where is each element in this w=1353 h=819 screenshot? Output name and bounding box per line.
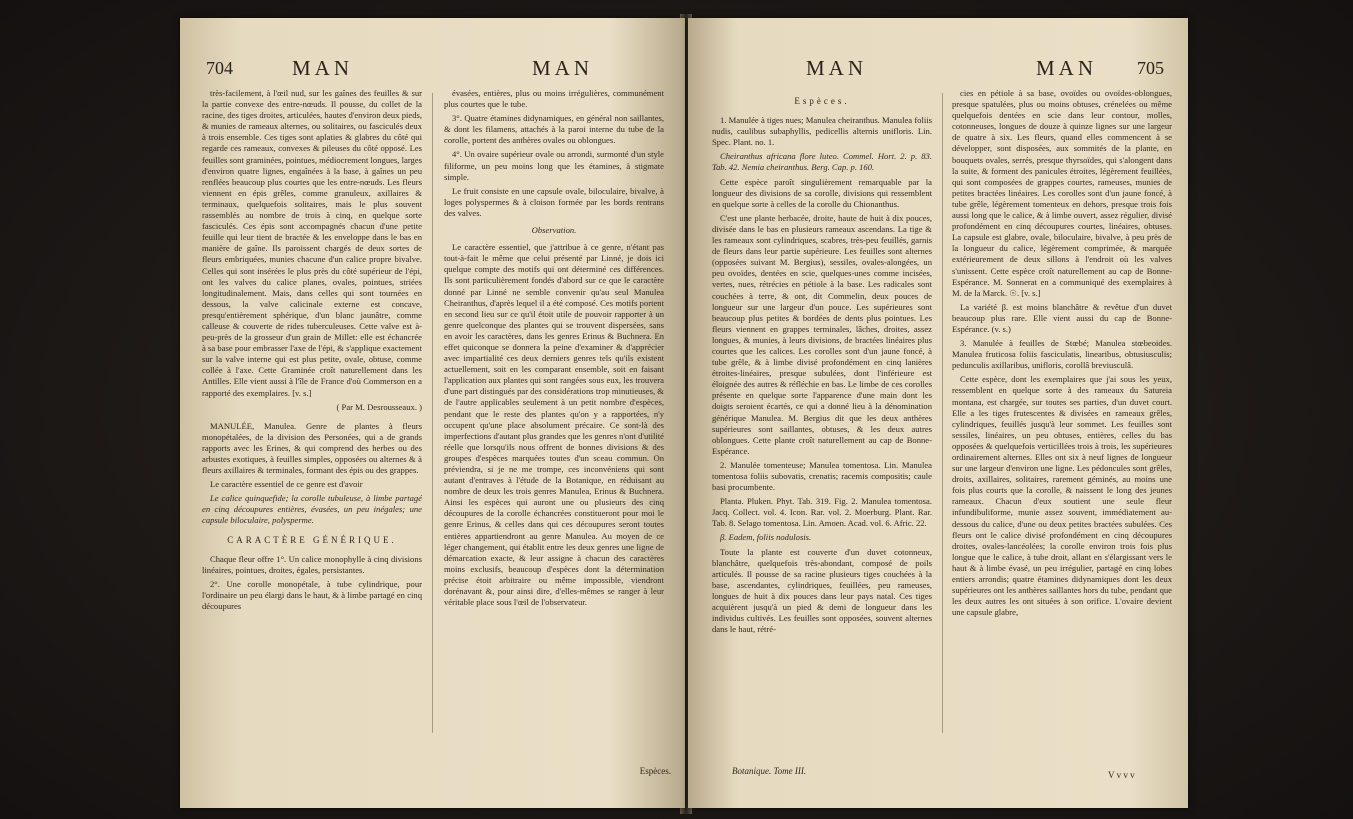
paragraph: Le caractère essentiel, que j'attribue à ce genre, n'étant pas tout-à-fait le même que celui présenté par Linné, je dois ici quelque compte des motifs qui ont déterminé ces différences. Ils sont particulièrement fondés d'abord sur ce que le caractère donné par Linné ne semble convenir qu'au seul Manulea Cheiranthus, d'après lequel il a été composé. Ces motifs portent en second lieu sur ce qu'il étoit utile de pouvoir rapporter à un genre quelconque des plantes qui se trouvent dispersées, sans en avoir les caractères, dans les genres Erinus & Buchnera. En effet quiconque se donnera la peine d'examiner & d'apprécier avec impartialité ces deux derniers genres tels qu'ils existent actuellement, soit en les comparant ensemble, soit en faisant l'application aux plantes qui sont rangées sous eux, les trouvera d'une part distingués par des considérations trop minutieuses, & de l'autre applicables seulement à un petit nombre d'espèces, pendant que le reste des plantes qu'on y a rapportées, n'y occupent qu'une place absolument précaire. Ce sont-là des imperfections d'autant plus grandes que les genres n'ont d'utilité réelle que lorsqu'ils nous offrent de bonnes divisions & des groupes d'espèces marquées toutes d'un sceau commun. On préviendra, si je ne me trompe, ces inconvéniens qui sont autant d'entraves à l'étude de la Botanique, en réduisant au nombre de deux les trois genres Manulea, Erinus & Buchnera. Ainsi les espèces qui auront une ou plusieurs des cinq découpures de la corolle échancrées constitueront pour moi le genre Erinus, & celles dans qui ces découpures seront toutes entières appartiendront au genre Manulea. Au moyen de ce léger changement, qui établit entre les deux genres une ligne de démarcation exacte, & leur assigne à chacun des caractères moins exclusifs, beaucoup d'espèces dont la détermination précise étoit arbitraire ou même impossible, viendront dorénavant &, pour ainsi dire, d'elles-mêmes se ranger à leur véritable place sous l'œil de l'observateur. [444, 242, 664, 608]
right-column-1 [712, 88, 932, 638]
right-running-head-1: MAN [806, 56, 868, 80]
column-rule [432, 93, 433, 733]
paragraph: C'est une plante herbacée, droite, haute de huit à dix pouces, divisée dans le bas en plusieurs rameaux ascendans. La tige & les rameaux sont cylindriques, scabres, très-peu feuillés, garnis de fleurs dans leur partie supérieure. Les feuilles sont alternes (opposées suivant M. Bergius), sessiles, ovales-alongées, un peu ovoïdes, dentées en scie, quelques-unes comme incisées, vertes, nues, rétrécies en pétiole à la base. Les radicales sont couchées à terre, & ont, dit Commelin, deux pouces de longueur sur une largeur d'un pouce. Les supérieures sont beaucoup plus petites & bordées de dents plus pointues. Les fleurs viennent en grappes terminales, lâches, droites, assez longues, & munies, à leurs divisions, de bractées linéaires plus courtes que les calices. Les corolles sont d'un jaune foncé, à tube grêle, & à limbe divisé profondément en cinq lanières étroites-linéaires, presque subulées, dont l'inférieure est éloignée des autres & réfléchie en bas. Le limbe de ces corolles présente en quelque sorte l'apparence d'une main dont les doigts seroient écartés, ce qui a donné lieu à la dénomination générique Manulea. M. Bergius dit que les deux anthères supérieures sont saillantes, obtuses, & les deux autres oblongues. Cette plante croît naturellement au cap de Bonne-Espérance. [712, 212, 932, 456]
page-footer: Botanique. Tome III. [732, 766, 807, 776]
paragraph: très-facilement, à l'œil nud, sur les gaînes des feuilles & sur la partie convexe des entre-nœuds. Il pousse, du collet de la racine, des tiges droites, articulées, hautes d'environ deux pieds, & munies de rameaux alternes, ou solitaires, ou fasciculés deux à trois ensemble. Ces tiges sont aplaties & glabres du côté qui regarde ces rameaux, convexes & pileuses du côté opposé. Les feuilles sont graminées, pointues, médiocrement longues, larges d'environ quatre lignes, engaînées à la base, à gaînes un peu renflées beaucoup plus courtes que les entre-nœuds. Les fleurs viennent en épis grêles, comme granuleux, axillaires & terminaux, quelquefois solitaires, mais le plus souvent rassemblés au nombre de trois à cinq, en quelque sorte fasciculés. Ces épis sont accompagnés chacun d'une petite feuille qui leur tient de bractée & les enveloppe dans le bas en manière de gaîne. Ils paroissent chargés de deux sortes de fleurs embriquées, munies chacune d'un calice propre bivalve. Celles qui sont insérées le plus près du côté supérieur de l'épi, ont les valves du calice planes, ovales, pointues, striées longitudinalement. Mais, dans celles qui sont tournées en dessous, la valve calicinale externe est concave, presqu'entièrement sphérique, d'un blanc jaunâtre, comme calleuse & couverte de rides tuberculeuses. Cette valve est à-peu-près de la grosseur d'un grain de Millet: elle est échancrée à sa base pour embrasser l'axe de l'épi, & s'applique exactement sur la valve interne qui est plus petite, ovale, obtuse, comme collée à l'axe. Cette Graminée croît naturellement dans les Antilles. Elle vient aussi à l'île de France d'où Commerson en a rapporté des exemplaires. [v. s.] [202, 88, 422, 398]
paragraph: 3. Manulée à feuilles de Stœbé; Manulea stœbeoides. Manulea fruticosa foliis fasciculatis, linearibus, obtusiusculis; pedunculis axillaribus, unifloris, corollâ breviusculâ. [952, 338, 1172, 371]
left-column-1 [202, 88, 422, 615]
signature-mark: V v v v [1108, 770, 1135, 780]
observation-heading: Observation. [531, 225, 577, 236]
paragraph: Cheiranthus africana flore luteo. Commel. Hort. 2. p. 83. Tab. 42. Nemia cheiranthus. Berg. Cap. p. 160. [712, 151, 932, 173]
paragraph: 2°. Une corolle monopétale, à tube cylindrique, pour l'ordinaire un peu élargi dans le haut, & à limbe partagé en cinq découpures [202, 578, 422, 612]
paragraph: Planta. Pluken. Phyt. Tab. 319. Fig. 2. Manulea tomentosa. Jacq. Collect. vol. 4. Icon. Rar. vol. 2. Moerburg. Plant. Rar. Tab. 8. Selago tomentosa. Lin. Amoen. Acad. vol. 6. Afric. 22. [712, 496, 932, 529]
paragraph: 3°. Quatre étamines didynamiques, en général non saillantes, & dont les filamens, attachés à la paroi interne du tube de la corolle, portent des anthères ovales ou oblongues. [444, 113, 664, 146]
paragraph: cies en pétiole à sa base, ovoïdes ou ovoïdes-oblongues, presque spatulées, plus ou moins obtuses, crénelées ou même quelquefois dentées en scie dans leur contour, molles, cotonneuses, longues de douze à quinze lignes sur une largeur de quatre à six. Les fleurs, quand elles commencent à se développer, sont disposées, aux sommités de la plante, en bouquets ovales, serrés, presque thyrsoïdes, qui s'alongent dans la suite, & forment des panicules étroites, légèrement feuillées, qui sont composées de grappes courtes, rameuses, munies de petites bractées linéaires. Les corolles sont d'un jaune foncé, à tube grêle, légèrement tomenteux en dehors, presque trois fois aussi long que le calice, & à limbe ouvert, assez régulier, divisé profondément en cinq découpures courtes, linéaires, obtuses. La capsule est glabre, ovale, biloculaire, bivalve, à peu près de la longueur du calice, légèrement comprimée, & marquée extérieurement de deux sillons à l'endroit où les valves s'unissent. Cette espèce croît naturellement au cap de Bonne-Espérance. M. Sonnerat en a communiqué des exemplaires à M. de la Marck. ☉. [v. s.] [952, 88, 1172, 298]
paragraph: 2. Manulée tomenteuse; Manulea tomentosa. Lin. Manulea tomentosa foliis subovatis, crenatis; racemis compositis; caule basi procumbente. [712, 459, 932, 493]
section-heading: Espèces. [794, 96, 850, 106]
section-heading: CARACTÈRE GÉNÉRIQUE. [227, 534, 397, 545]
right-column-2 [952, 88, 1172, 621]
left-column-2 [444, 88, 664, 611]
column-rule [942, 93, 943, 733]
paragraph: Toute la plante est couverte d'un duvet cotonneux, blanchâtre, quelquefois très-abondant, composé de poils articulés. Il pousse de sa racine plusieurs tiges couchées à la base, ascendantes, cylindriques, feuillées, peu rameuses, longues de huit à dix pouces dans leur pays natal. Ces tiges acquièrent jusqu'à un pied & demi de longueur dans les individus cultivés. Les feuilles sont opposées, souvent alternes dans le haut, rétré- [712, 546, 932, 635]
left-page [180, 18, 685, 808]
paragraph: La variété β. est moins blanchâtre & revêtue d'un duvet beaucoup plus rare. Elle vient aussi du cap de Bonne-Espérance. (v. s.) [952, 301, 1172, 334]
paragraph: 4°. Un ovaire supérieur ovale ou arrondi, surmonté d'un style filiforme, un peu moins long que les étamines, à stigmate simple. [444, 149, 664, 182]
paragraph: Le fruit consiste en une capsule ovale, biloculaire, bivalve, à loges polyspermes & à cloison formée par les bords rentrans des valves. [444, 185, 664, 218]
paragraph: MANULÉE, Manulea. Genre de plantes à fleurs monopétalées, de la division des Personées, qui a de grands rapports avec les Erines, & qui comprend des herbes ou des arbustes exotiques, à feuilles simples, opposées ou alternes & à fleurs axillaires & terminales, formant des épis ou des grappes. [202, 420, 422, 476]
left-folio: 704 [206, 58, 233, 78]
paragraph: Cette espèce, dont les exemplaires que j'ai sous les yeux, ressemblent en quelque sorte à des rameaux du Satureia montana, est chargée, sur toutes ses parties, d'un duvet court. Elle a les tiges frutescentes & divisées en rameaux grêles, cylindriques, feuillés jusqu'à leur sommet. Les feuilles sont sessiles, linéaires, un peu obtuses, entières, celles du bas opposées & quelquefois verticillées trois à trois, les supérieures ordinairement alternes. Elles ont six à neuf lignes de longueur sur une largeur d'environ une ligne. Les pédoncules sont grêles, droits, axillaires, solitaires, rarement géminés, au moins une fois plus courts que la corolle, & naissent le long des jeunes rameaux. Chacun d'eux soutient une seule fleur infundibuliforme, munie assez souvent, immédiatement au-dessous du calice, d'une ou deux petites bractées subulées. Ces fleurs ont le calice divisé profondément en cinq découpures droites, ovales-lancéolées; la corolle environ trois fois plus longue que le calice, à tube droit, allant en s'élargissant vers le haut & à limbe évasé, un peu irrégulier, partagé en cinq lobes entiers arrondis; quatre étamines didynamiques dont les deux supérieures ont les anthères saillantes hors du tube, pendant que les deux autres les ont situées à son orifice. L'ovaire devient une capsule glabre, [952, 374, 1172, 618]
left-running-head-1: MAN [292, 56, 354, 80]
paragraph: Chaque fleur offre 1°. Un calice monophylle à cinq divisions linéaires, pointues, droites, égales, persistantes. [202, 553, 422, 575]
paragraph: Cette espèce paroît singulièrement remarquable par la longueur des divisions de sa corolle, divisions qui ressemblent en quelque sorte à celles de la corolle du Chionanthus. [712, 176, 932, 209]
right-page [688, 18, 1188, 808]
paragraph: β. Eadem, foliis nodulosis. [720, 532, 812, 543]
paragraph: évasées, entières, plus ou moins irrégulières, communément plus courtes que le tube. [444, 88, 664, 110]
right-folio: 705 [1137, 58, 1164, 78]
catchword: Espèces. [639, 766, 671, 776]
author-signature: ( Par M. Desrousseaux. ) [336, 401, 422, 412]
paragraph: Le caractère essentiel de ce genre est d'avoir [210, 479, 363, 490]
paragraph: 1. Manulée à tiges nues; Manulea cheiranthus. Manulea foliis nudis, caulibus subaphyllis, pedicellis alternis unifloris. Lin. Spec. Plant. no. 1. [712, 115, 932, 148]
left-running-head-2: MAN [532, 56, 594, 80]
paragraph: Le calice quinquefide; la corolle tubuleuse, à limbe partagé en cinq découpures entières, évasées, un peu inégales; une capsule biloculaire, polysperme. [202, 493, 422, 526]
right-running-head-2: MAN [1036, 56, 1098, 80]
